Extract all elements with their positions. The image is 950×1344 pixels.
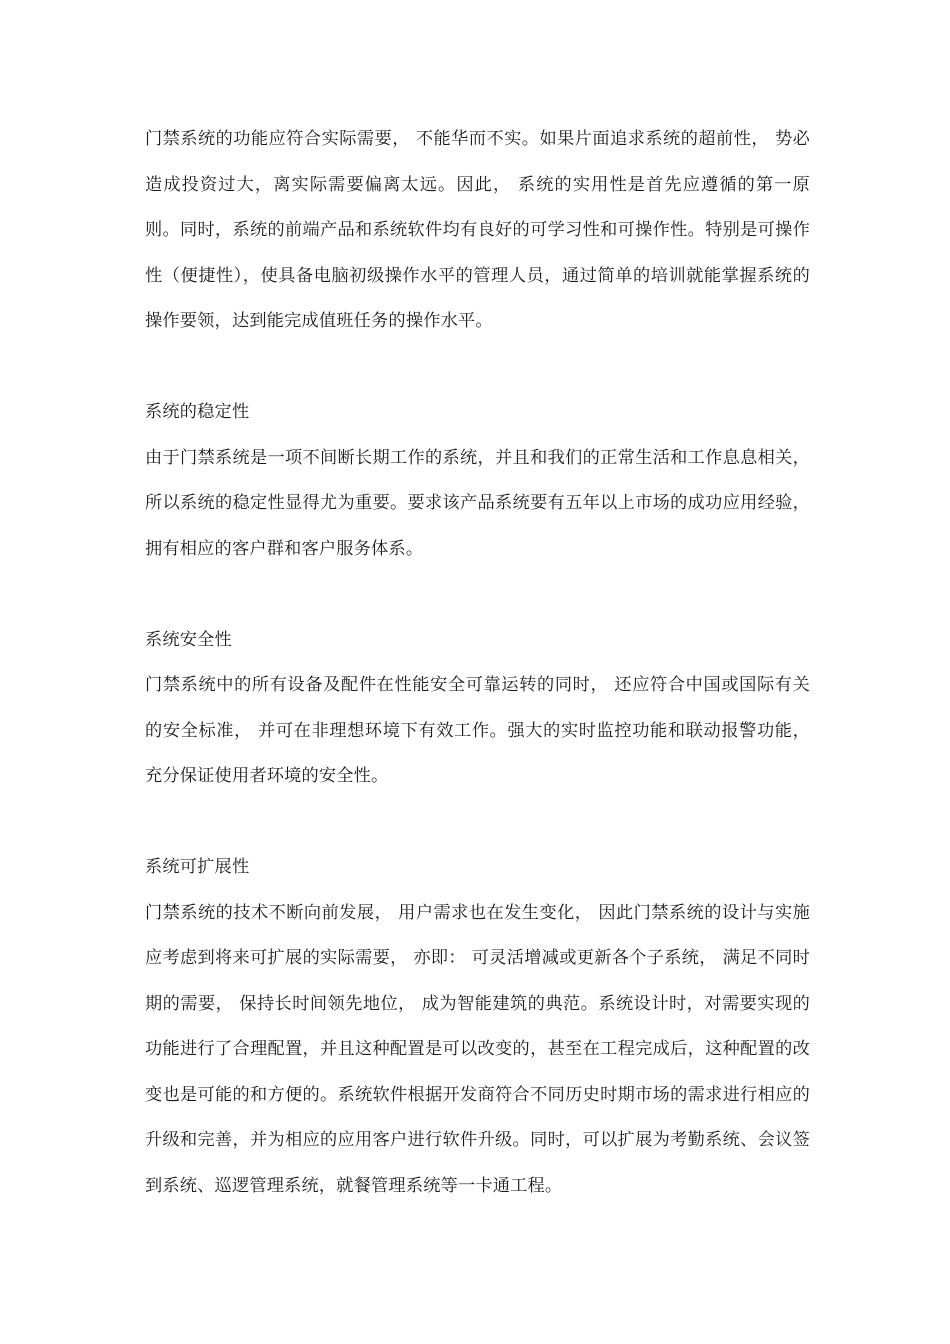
intro-paragraph: 门禁系统的功能应符合实际需要， 不能华而不实。如果片面追求系统的超前性， 势必造成投资过大，离实际需要偏离太远。因此， 系统的实用性是首先应遵循的第一原则。同时，系统的前端产品和系统软件均有良好的可学习性和可操作性。特别是可操作性（便捷性），使具备电脑初级操作水平的管理人员，通过简单的培训就能掌握系统的操作要领，达到能完成值班任务的操作水平。	[145, 129, 810, 331]
stability-paragraph: 由于门禁系统是一项不间断长期工作的系统，并且和我们的正常生活和工作息息相关，所以系统的稳定性显得尤为重要。要求该产品系统要有五年以上市场的成功应用经验，拥有相应的客户群和客户服务体系。	[145, 447, 810, 559]
document-page	[145, 117, 810, 1209]
extensibility-paragraph: 门禁系统的技术不断向前发展， 用户需求也在发生变化， 因此门禁系统的设计与实施应考虑到将来可扩展的实际需要， 亦即： 可灵活增减或更新各个子系统， 满足不同时期的需要， 保持长时间领先地位， 成为智能建筑的典范。系统设计时，对需要实现的功能进行了合理配置，并且这种配置是可以改变的，甚至在工程完成后，这种配置的改变也是可能的和方便的。系统软件根据开发商符合不同历史时期市场的需求进行相应的升级和完善，并为相应的应用客户进行软件升级。同时，可以扩展为考勤系统、会议签到系统、巡逻管理系统，就餐管理系统等一卡通工程。	[145, 902, 810, 1196]
section-spacer	[145, 572, 810, 618]
section-heading-stability: 系统的稳定性	[145, 402, 250, 422]
section-heading-security: 系统安全性	[145, 629, 232, 650]
section-spacer	[145, 345, 810, 391]
section-heading-extensibility: 系统可扩展性	[145, 857, 250, 877]
security-paragraph: 门禁系统中的所有设备及配件在性能安全可靠运转的同时， 还应符合中国或国际有关的安全标准， 并可在非理想环境下有效工作。强大的实时监控功能和联动报警功能，充分保证使用者环境的安全性。	[145, 675, 810, 786]
section-spacer	[145, 800, 810, 846]
